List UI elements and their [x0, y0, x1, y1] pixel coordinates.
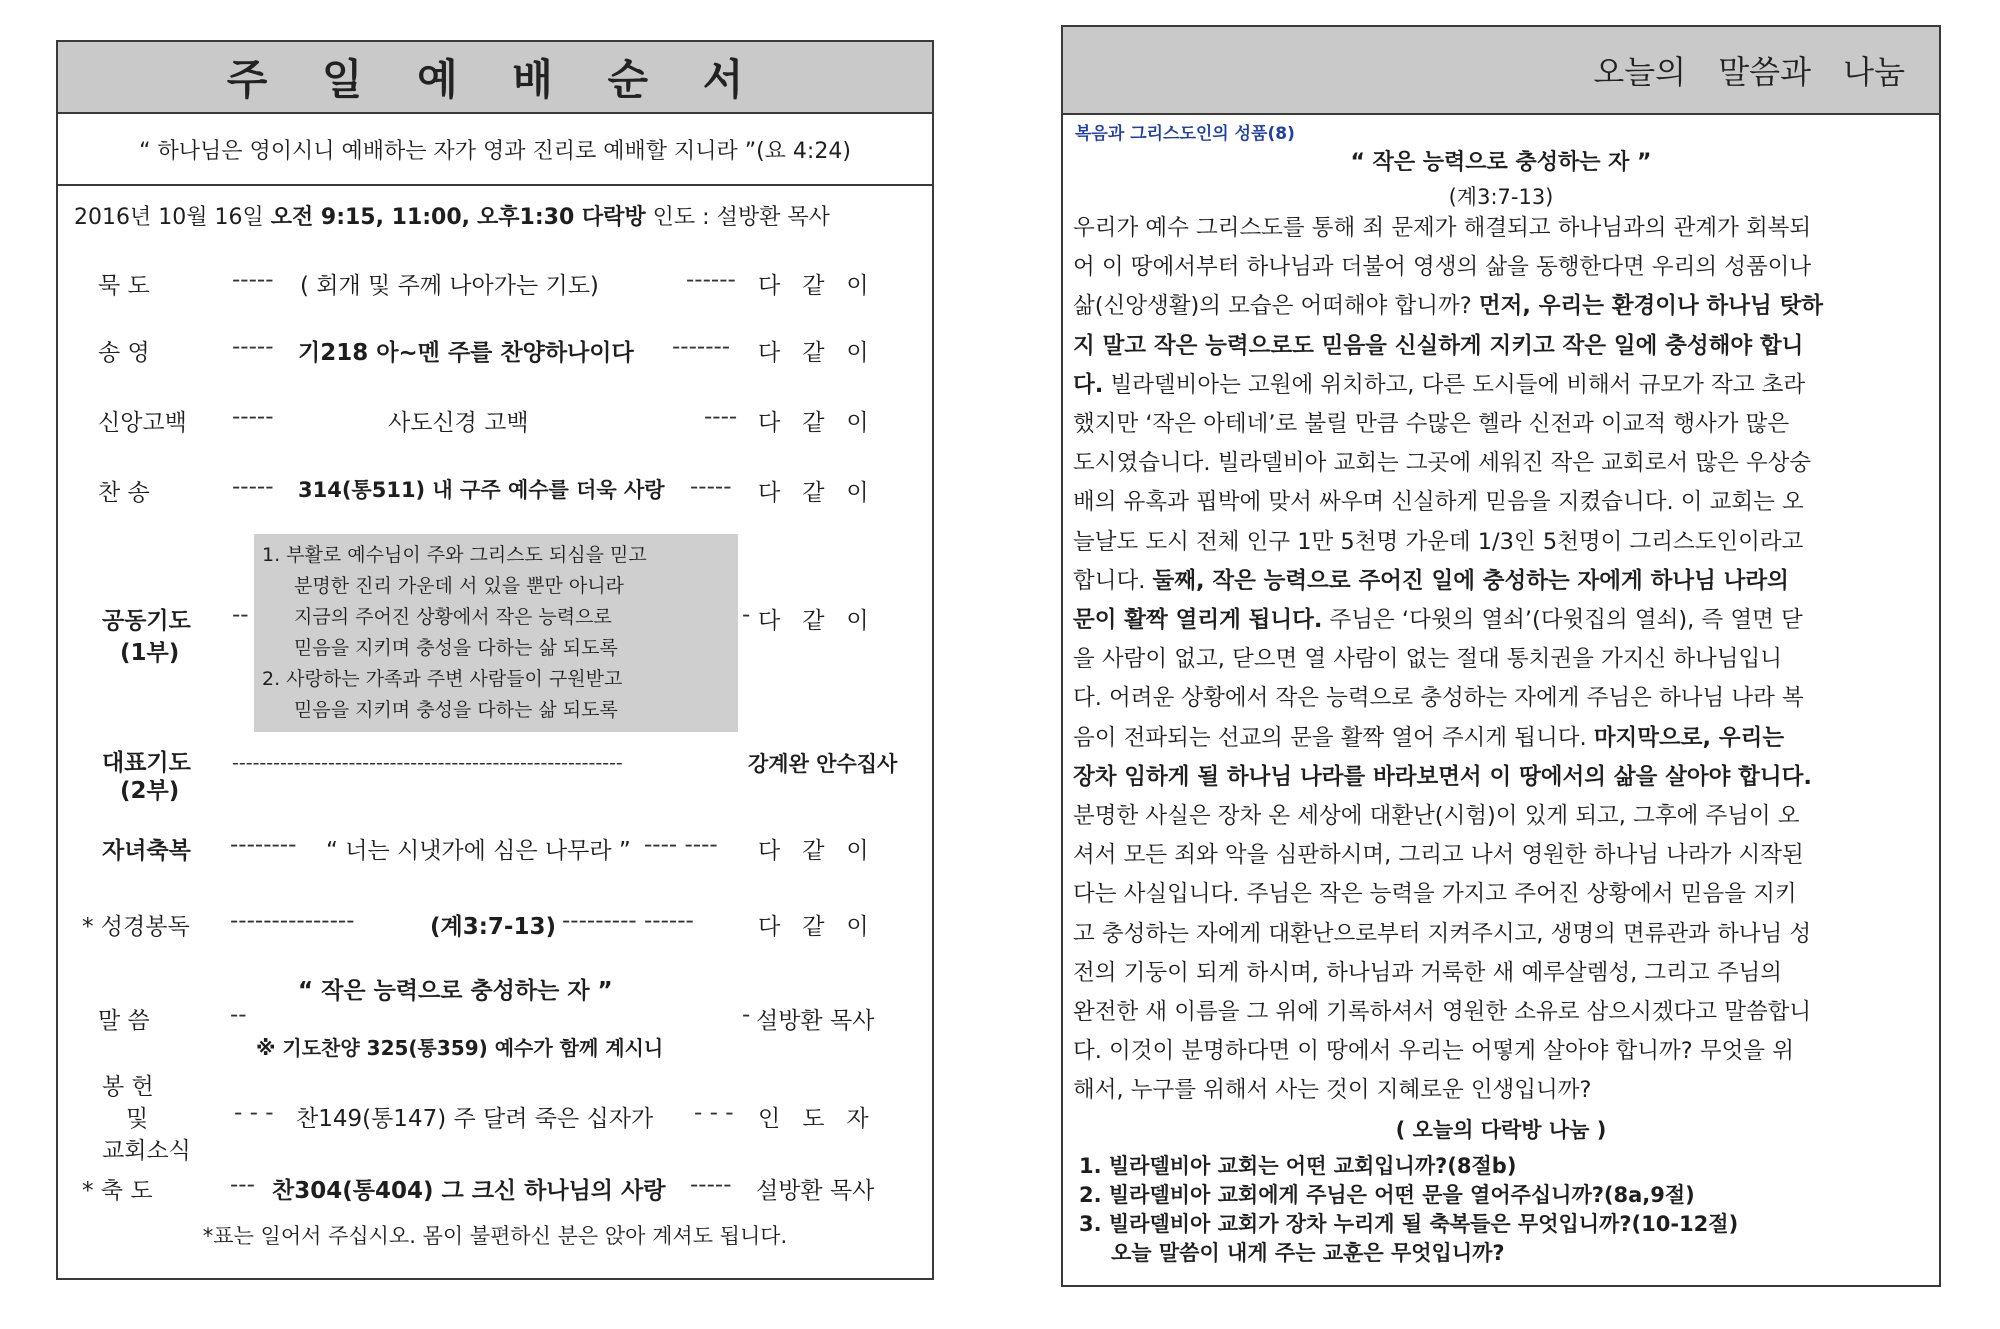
- footnote: *표는 일어서 주십시오. 몸이 불편하신 분은 앉아 계셔도 됩니다.: [202, 1224, 788, 1248]
- question-item: 2. 빌라델비아 교회에게 주님은 어떤 문을 열어주십니까?(8a,9절): [1079, 1183, 1695, 1207]
- question-item: 1. 빌라델비아 교회는 어떤 교회입니까?(8절b): [1079, 1154, 1517, 1178]
- sermon-panel-header: [1063, 27, 1939, 115]
- scripture-reference: (계3:7-13): [1448, 185, 1554, 209]
- body-text-segment: 했지만 ‘작은 아테네’로 불릴 만큼 수많은 헬라 신전과 이교적 행사가 많은: [1073, 411, 1790, 438]
- question-item: 오늘 말씀이 내게 주는 교훈은 무엇입니까?: [1111, 1241, 1505, 1265]
- prayer-line: 1. 부활로 예수님이 주와 그리스도 되심을 믿고: [262, 544, 647, 566]
- order-label: * 축 도: [82, 1178, 153, 1204]
- dash: -----: [232, 267, 274, 293]
- body-text-segment: 늘날도 도시 전체 인구 1만 5천명 가운데 1/3인 5천명이 그리스도인이라고: [1073, 528, 1804, 555]
- body-text-segment: 다. 이것이 분명하다면 이 땅에서 우리는 어떻게 살아야 합니까? 무엇을 위: [1073, 1038, 1794, 1065]
- body-line: [1073, 719, 1929, 758]
- order-label: 묵 도: [98, 273, 150, 299]
- series-label: 복음과 그리스도인의 성품(8): [1075, 124, 1295, 144]
- body-line: [1073, 1032, 1929, 1071]
- body-line: [1073, 640, 1929, 679]
- body-text-segment: 완전한 새 이름을 그 위에 기록하셔서 영원한 소유로 삼으시겠다고 말씀합니: [1073, 999, 1812, 1026]
- dash: ----: [704, 404, 738, 430]
- body-line: [1073, 327, 1929, 366]
- worship-order-header: [58, 42, 932, 114]
- body-line: [1073, 758, 1929, 797]
- order-content: “ 너는 시냇가에 심은 나무라 ”: [326, 838, 631, 864]
- dash: - - -: [234, 1100, 274, 1126]
- dash: ---------------: [230, 908, 355, 934]
- order-who: 인도자: [758, 1106, 891, 1132]
- dash: ---- ----: [644, 832, 718, 858]
- order-label: * 성경봉독: [82, 914, 190, 940]
- order-who: 다같이: [758, 480, 891, 506]
- order-who: 다같이: [758, 410, 891, 436]
- dash: -------: [672, 334, 731, 360]
- body-emphasis: 장차 임하게 될 하나님 나라를 바라보면서 이 땅에서의 삶을 살아야 합니다.: [1073, 763, 1812, 790]
- body-emphasis: 먼저, 우리는 환경이나 하나님 탓하: [1478, 293, 1824, 320]
- body-emphasis: 다.: [1073, 371, 1104, 398]
- body-line: [1073, 797, 1929, 836]
- order-label: 신앙고백: [98, 410, 187, 436]
- body-emphasis: 지 말고 작은 능력으로도 믿음을 신실하게 지키고 작은 일에 충성해야 합니: [1073, 332, 1804, 359]
- theme-verse: [58, 114, 932, 186]
- question-item: 3. 빌라델비아 교회가 장차 누리게 될 축복들은 무엇입니까?(10-12절): [1079, 1212, 1739, 1236]
- body-line: [1073, 836, 1929, 875]
- service-afternoon: 오후1:30 다락방: [477, 205, 646, 230]
- dash: - - -: [694, 1100, 734, 1126]
- sermon-panel: [1061, 25, 1941, 1287]
- order-who: 다같이: [758, 608, 891, 634]
- order-content: 사도신경 고백: [388, 410, 529, 436]
- order-who: 설방환 목사: [756, 1178, 875, 1204]
- dash: --------: [230, 832, 297, 858]
- question-list: [1079, 1152, 1738, 1268]
- body-line: [1073, 523, 1929, 562]
- order-content: 찬304(통404) 그 크신 하나님의 사랑: [272, 1178, 666, 1204]
- body-line: [1073, 601, 1929, 640]
- sermon-body: [1073, 209, 1929, 1111]
- service-date-line: [74, 200, 830, 231]
- dash: --------- ------: [562, 908, 694, 934]
- body-text-segment: 어 이 땅에서부터 하나님과 더불어 영생의 삶을 동행한다면 우리의 성품이나: [1073, 254, 1812, 281]
- prayer-line: 분명한 진리 가운데 서 있을 뿐만 아니라: [294, 575, 624, 597]
- page-title: 주 일 예 배 순 서: [226, 55, 764, 104]
- dash: --: [230, 1002, 247, 1028]
- dash: -----: [690, 474, 732, 500]
- order-label: 말 씀: [98, 1008, 150, 1034]
- order-who: 설방환 목사: [756, 1008, 875, 1034]
- dash: ------: [686, 267, 736, 293]
- body-text-segment: 빌라델비아는 고원에 위치하고, 다른 도시들에 비해서 규모가 작고 초라: [1103, 371, 1806, 398]
- order-content: (계3:7-13): [430, 914, 556, 940]
- theme-verse-text: “ 하나님은 영이시니 예배하는 자가 영과 진리로 예배할 지니라 ”(요 4:24): [139, 138, 851, 164]
- share-heading: ( 오늘의 다락방 나눔 ): [1395, 1118, 1607, 1142]
- dash: -----: [232, 474, 274, 500]
- body-line: [1073, 679, 1929, 718]
- body-text-segment: 셔서 모든 죄와 악을 심판하시며, 그리고 나서 영원한 하나님 나라가 시작된: [1073, 842, 1804, 869]
- prayer-line: 믿음을 지키며 충성을 다하는 삶 되도록: [294, 699, 618, 721]
- body-text-segment: 삶(신앙생활)의 모습은 어떠해야 합니까?: [1073, 293, 1479, 320]
- body-text-segment: 도시였습니다. 빌라델비아 교회는 그곳에 세워진 작은 교회로서 많은 우상숭: [1073, 450, 1812, 477]
- body-text-segment: 우리가 예수 그리스도를 통해 죄 문제가 해결되고 하나님과의 관계가 회복되: [1073, 215, 1812, 241]
- body-line: [1073, 483, 1929, 522]
- service-date: 2016년 10월 16일: [74, 205, 264, 230]
- body-line: [1073, 444, 1929, 483]
- body-text-segment: 분명한 사실은 장차 온 세상에 대환난(시험)이 있게 되고, 그후에 주님이 오: [1073, 803, 1800, 830]
- sermon-title: “ 작은 능력으로 충성하는 자 ”: [1350, 150, 1652, 175]
- body-line: [1073, 209, 1929, 248]
- prayer-hymn: ※ 기도찬양 325(통359) 예수가 함께 계시니: [256, 1036, 664, 1060]
- order-label: 송 영: [98, 340, 150, 366]
- body-text-segment: 전의 기둥이 되게 하시며, 하나님과 거룩한 새 예루살렘성, 그리고 주님의: [1073, 959, 1782, 986]
- service-leader: 인도 : 설방환 목사: [652, 205, 830, 230]
- order-who: 다같이: [758, 838, 891, 864]
- order-who: 다같이: [758, 273, 891, 299]
- body-text-segment: 다. 어려운 상황에서 작은 능력으로 충성하는 자에게 주님은 하나님 나라 복: [1073, 685, 1804, 712]
- body-line: [1073, 1071, 1929, 1110]
- order-content: ( 회개 및 주께 나아가는 기도): [300, 273, 599, 299]
- body-text-segment: 다는 사실입니다. 주님은 작은 능력을 가지고 주어진 상황에서 믿음을 지키: [1073, 881, 1797, 908]
- body-line: [1073, 366, 1929, 405]
- prayer-line: 지금의 주어진 상황에서 작은 능력으로: [294, 606, 612, 628]
- body-emphasis: 문이 활짝 열리게 됩니다.: [1073, 607, 1323, 634]
- body-emphasis: 둘째, 작은 능력으로 주어진 일에 충성하는 자에게 하나님 나라의: [1152, 567, 1789, 594]
- order-sublabel: (2부): [120, 778, 180, 804]
- sermon-title-inline: “ 작은 능력으로 충성하는 자 ”: [298, 978, 613, 1004]
- body-line: [1073, 915, 1929, 954]
- order-label: 찬 송: [98, 480, 150, 506]
- body-text-segment: 고 충성하는 자에게 대환난으로부터 지켜주시고, 생명의 면류관과 하나님 성: [1073, 920, 1812, 947]
- order-who: 다같이: [758, 340, 891, 366]
- order-label: 자녀축복: [102, 838, 191, 864]
- order-label: 봉 헌: [102, 1074, 154, 1100]
- prayer-line: 2. 사랑하는 가족과 주변 사람들이 구원받고: [262, 668, 623, 690]
- dash: -----: [690, 1172, 732, 1198]
- order-content: 기218 아~멘 주를 찬양하나이다: [298, 340, 634, 366]
- dash: -: [742, 1002, 751, 1028]
- body-line: [1073, 993, 1929, 1032]
- order-label-mid: 및: [126, 1106, 149, 1132]
- order-label: 대표기도: [102, 750, 191, 776]
- body-text-segment: 배의 유혹과 핍박에 맞서 싸우며 신실하게 믿음을 지켰습니다. 이 교회는 오: [1073, 489, 1804, 516]
- body-text-segment: 해서, 누구를 위해서 사는 것이 지혜로운 인생입니까?: [1073, 1077, 1592, 1104]
- dash: -----: [232, 334, 274, 360]
- order-who: 다같이: [758, 914, 891, 940]
- sermon-panel-title: 오늘의 말씀과 나눔: [1593, 53, 1905, 91]
- body-line: [1073, 405, 1929, 444]
- dash: ---------------------------------------------------------: [232, 752, 623, 774]
- common-prayer-box: [254, 534, 738, 732]
- body-text-segment: 주님은 ‘다윗의 열쇠’(다윗집의 열쇠), 즉 열면 닫: [1322, 607, 1803, 634]
- dash: -: [742, 602, 751, 628]
- order-who: 강계완 안수집사: [748, 752, 898, 776]
- body-line: [1073, 562, 1929, 601]
- order-content: 314(통511) 내 구주 예수를 더욱 사랑: [298, 478, 665, 502]
- service-times: 오전 9:15, 11:00,: [270, 205, 471, 230]
- body-text-segment: 을 사람이 없고, 닫으면 열 사람이 없는 절대 통치권을 가지신 하나님입니: [1073, 646, 1782, 673]
- order-content: 찬149(통147) 주 달려 죽은 십자가: [296, 1106, 654, 1132]
- body-line: [1073, 248, 1929, 287]
- prayer-line: 믿음을 지키며 충성을 다하는 삶 되도록: [294, 637, 618, 659]
- body-text-segment: 음이 전파되는 선교의 문을 활짝 열어 주시게 됩니다.: [1073, 724, 1594, 751]
- body-text-segment: 합니다.: [1073, 567, 1153, 594]
- order-sublabel: (1부): [120, 640, 180, 666]
- order-sublabel: 교회소식: [102, 1138, 191, 1164]
- dash: ---: [230, 1172, 255, 1198]
- body-line: [1073, 287, 1929, 326]
- body-line: [1073, 875, 1929, 914]
- worship-order-panel: [56, 40, 934, 1280]
- body-line: [1073, 954, 1929, 993]
- dash: -----: [232, 404, 274, 430]
- body-emphasis: 마지막으로, 우리는: [1593, 724, 1785, 751]
- dash: --: [232, 602, 249, 628]
- order-label: 공동기도: [102, 608, 191, 634]
